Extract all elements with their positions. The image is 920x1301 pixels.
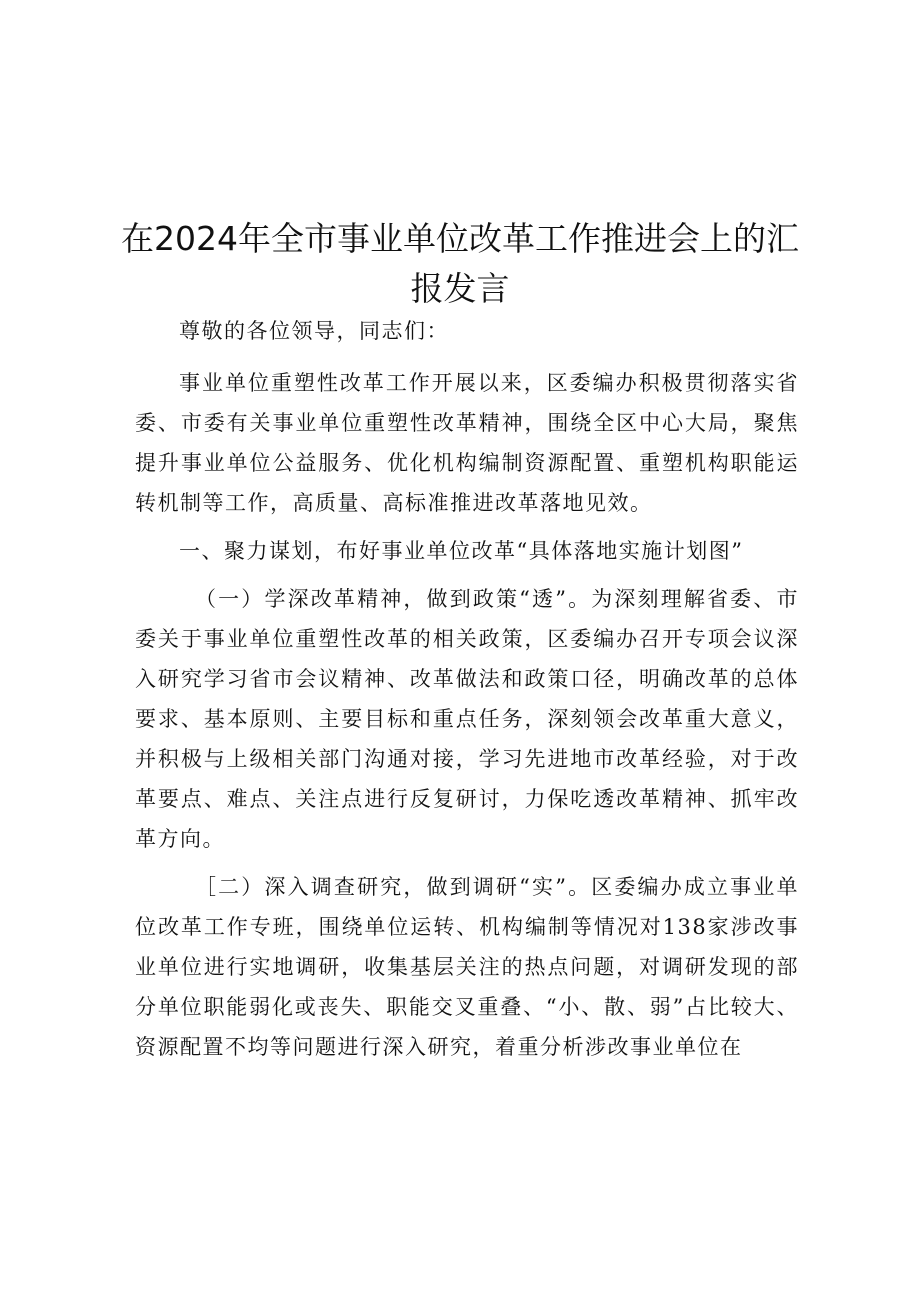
subsection-1-2: ［二）深入调查研究，做到调研“实”。区委编办成立事业单位改革工作专班，围绕单位运转、机构编制等情况对138家涉改事业单位进行实地调研，收集基层关注的热点问题，对调研发现的部分单位职能弱化或丧失、职能交叉重叠、“小、散、弱”占比较大、资源配置不均等问题进行深入研究，着重分析涉改事业单位在: [135, 875, 799, 1059]
subsection-1-1: （一）学深改革精神，做到政策“透”。为深刻理解省委、市委关于事业单位重塑性改革的相关政策，区委编办召开专项会议深入研究学习省市会议精神、改革做法和政策口径，明确改革的总体要求、基本原则、主要目标和重点任务，深刻领会改革重大意义，并积极与上级相关部门沟通对接，学习先进地市改革经验，对于改革要点、难点、关注点进行反复研讨，力保吃透改革精神、抓牢改革方向。: [135, 587, 799, 851]
section-heading-1: 一、聚力谋划，布好事业单位改革“具体落地实施计划图”: [179, 539, 744, 563]
document-body: [135, 311, 799, 1075]
document-title: 在2024年全市事业单位改革工作推进会上的汇报发言: [121, 219, 799, 308]
greeting: 尊敬的各位领导，同志们：: [179, 319, 449, 343]
paragraph-intro: 事业单位重塑性改革工作开展以来，区委编办积极贯彻落实省委、市委有关事业单位重塑性改革精神，围绕全区中心大局，聚焦提升事业单位公益服务、优化机构编制资源配置、重塑机构职能运转机制等工作，高质量、高标准推进改革落地见效。: [135, 371, 799, 515]
